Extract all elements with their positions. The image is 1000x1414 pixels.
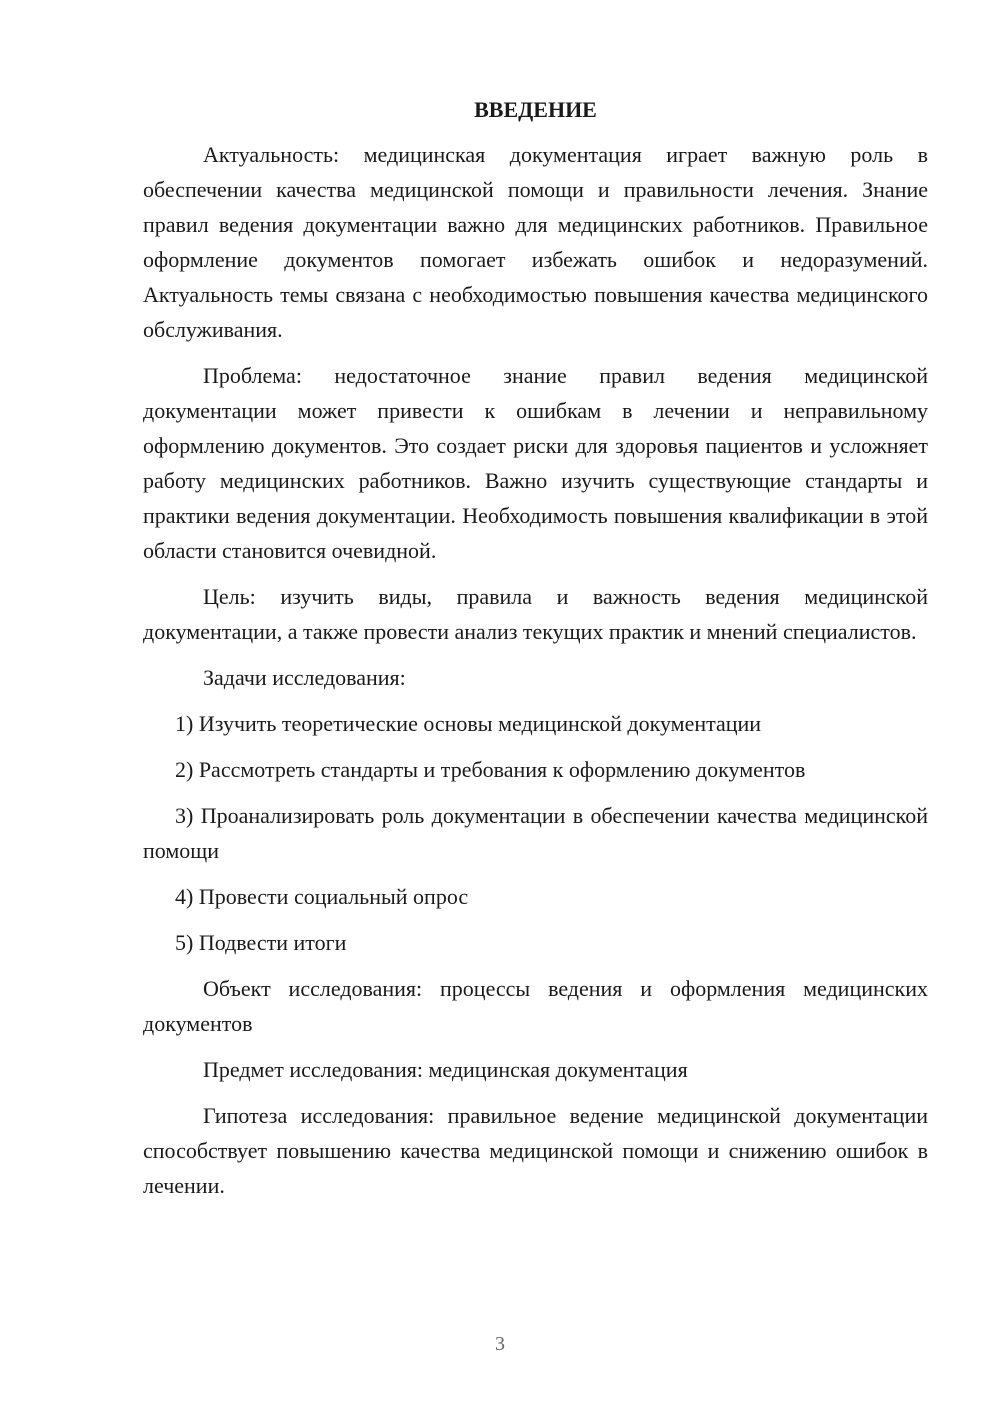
problem-paragraph: Проблема: недостаточное знание правил ведения медицинской документации может привести к ошибкам в лечении и неправильному оформлению документов. Это создает риски для здоровья пациентов и усложняет работу медицинских работников. Важно изучить существующие стандарты и практики ведения документации. Необходимость повышения квалификации в этой области становится очевидной. [143, 363, 928, 563]
list-item: 1) Изучить теоретические основы медицинской документации [175, 711, 762, 736]
page-number: 3 [495, 1333, 505, 1355]
tasks-heading: Задачи исследования: [203, 665, 406, 690]
list-item: 4) Провести социальный опрос [175, 884, 469, 909]
tasks-list [143, 706, 928, 960]
hypothesis-paragraph: Гипотеза исследования: правильное ведение медицинской документации способствует повышению качества медицинской помощи и снижению ошибок в лечении. [143, 1103, 928, 1198]
list-item: 5) Подвести итоги [175, 930, 347, 955]
object-paragraph: Объект исследования: процессы ведения и оформления медицинских документов [143, 976, 928, 1036]
goal-paragraph: Цель: изучить виды, правила и важность ведения медицинской документации, а также провести анализ текущих практик и мнений специалистов. [143, 584, 928, 644]
section-heading: ВВЕДЕНИЕ [474, 97, 597, 122]
relevance-paragraph: Актуальность: медицинская документация играет важную роль в обеспечении качества медицинской помощи и правильности лечения. Знание правил ведения документации важно для медицинских работников. Правильное оформление документов помогает избежать ошибок и недоразумений. Актуальность темы связана с необходимостью повышения качества медицинского обслуживания. [143, 142, 928, 342]
list-item: 2) Рассмотреть стандарты и требования к оформлению документов [175, 757, 806, 782]
document-body [143, 92, 928, 1214]
list-item: 3) Проанализировать роль документации в обеспечении качества медицинской помощи [143, 803, 928, 863]
subject-paragraph: Предмет исследования: медицинская документация [203, 1057, 688, 1082]
